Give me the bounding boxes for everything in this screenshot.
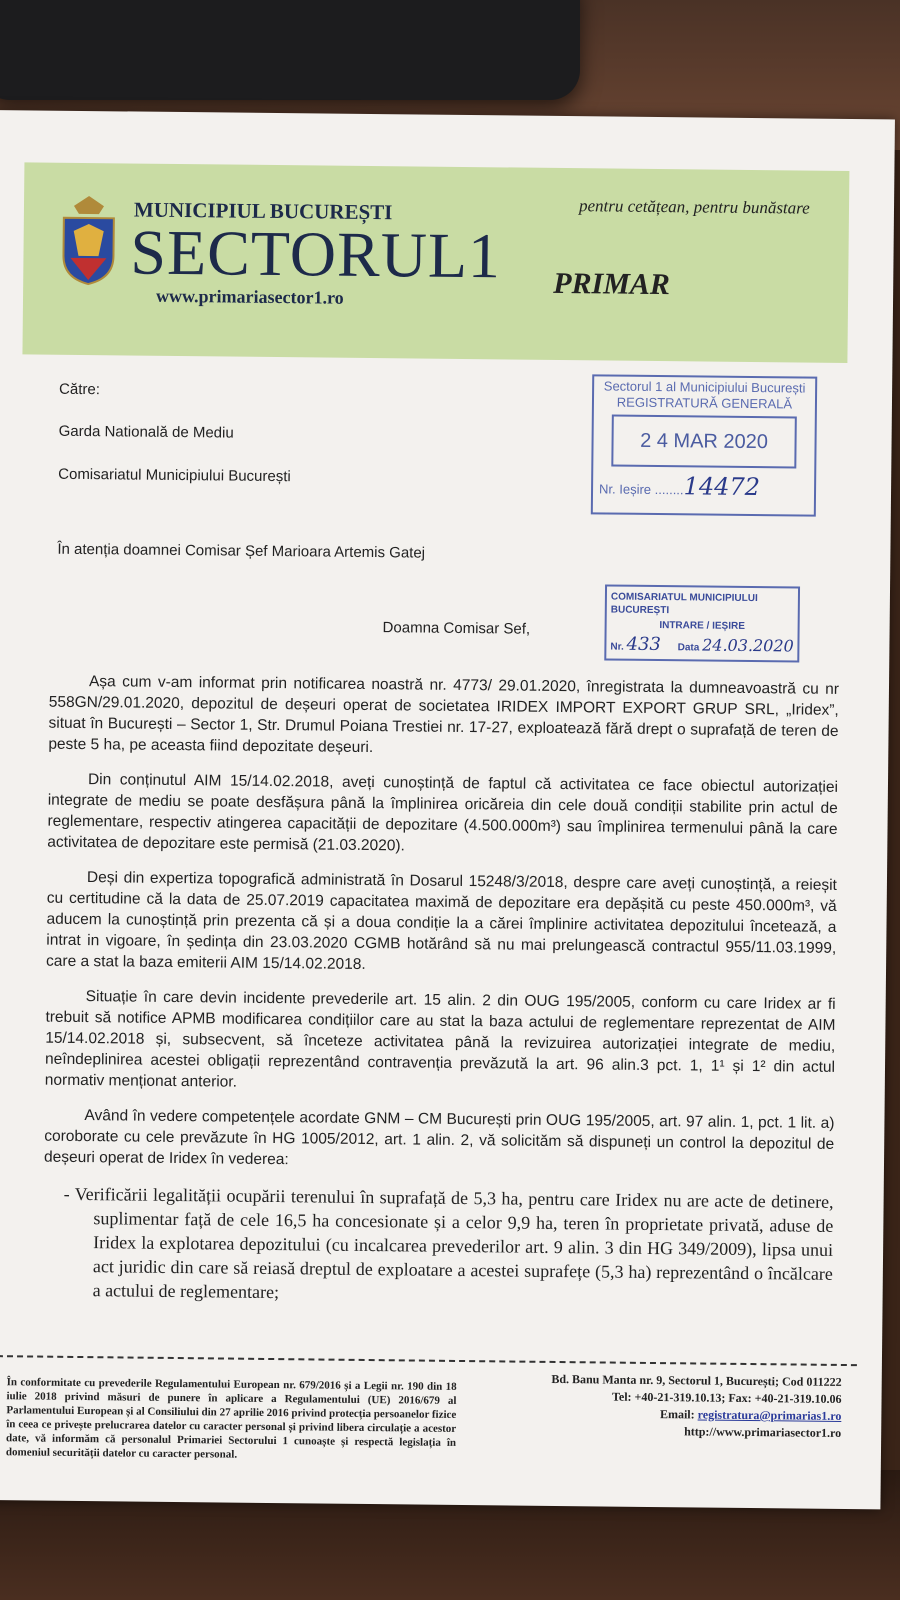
addressee-suborg: Comisariatul Municipiului București xyxy=(58,465,291,486)
municipality-name: MUNICIPIUL BUCUREȘTI xyxy=(133,197,393,225)
phone: Tel: +40-21-319.10.13; Fax: +40-21-319.10.06 xyxy=(611,1389,842,1406)
letter-body xyxy=(42,671,839,1324)
stamp-nr-label: Nr. Ieșire ........ xyxy=(598,481,684,498)
stamp-date: 24.03.2020 xyxy=(702,635,794,656)
paragraph: Din conținutul AIM 15/14.02.2018, aveți cunoștință de faptul că activitatea ce face obiectul autorizației integrate de mediu se poate desfășura până la împlinirea oricăreia din cele două condiții stabilite prin actul de reglementare, respectiv atingerea capacității de depozitare (4.500.000m³) sau împlinirea termenului până la care activitatea de depozitare este permisă (21.03.2020). xyxy=(47,771,839,855)
stamp-line: COMISARIATUL MUNICIPIULUI BUCUREȘTI xyxy=(610,591,758,617)
gnm-stamp xyxy=(604,584,800,662)
letter-page xyxy=(0,110,895,1509)
motto: pentru cetățean, pentru bunăstare xyxy=(578,196,810,218)
website-link[interactable]: http://www.primariasector1.ro xyxy=(684,1424,842,1440)
stamp-line: Sectorul 1 al Municipiului București xyxy=(603,378,806,396)
to-label: Către: xyxy=(58,380,101,399)
stamp-date: 2 4 MAR 2020 xyxy=(611,415,797,469)
attention-line: În atenția doamnei Comisar Șef Marioara Artemis Gatej xyxy=(57,540,426,562)
role-title: PRIMAR xyxy=(553,266,671,302)
stamp-line: REGISTRATURĂ GENERALĂ xyxy=(616,394,793,412)
paragraph: Deși din expertiza topografică administrată în Dosarul 15248/3/2018, despre care aveți cunoștință, a reieșit cu certitudine că la data de 25.07.2019 capacitatea maximă de depozitare era depășită cu peste 450.000m³, vă aducem la cunoștință prin prezenta că și a doua condiție la a cărei împlinire activitatea depozitului încetează, a intrat in vigoare, în ședința din 23.03.2020 CGMB hotărând să nu mai prelungească contractul 955/11.03.1999, care a stat la baza emiterii AIM 15/14.02.2018. xyxy=(46,869,838,973)
website-header: www.primariasector1.ro xyxy=(155,285,344,308)
footer-divider xyxy=(0,1355,857,1366)
address: Bd. Banu Manta nr. 9, Sectorul 1, București; Cod 011222 xyxy=(551,1371,842,1389)
list-item: - Verificării legalității ocupării terenului în suprafață de 5,3 ha, pentru care Iridex nu are acte de detinere, suplimentar față de cele 16,5 ha concesionate și a celor 9,9 ha, teren în proprietate privată, aduse de Iridex la explotarea depozitului (cu incalcarea prevederilor art. 9 alin. 3 din HG 349/2009), lipsa unui act juridic din care să reiasă dreptul de exploatare a acestei suprafețe (5,3 ha) reprezentând o încălcare a actului de reglementare; xyxy=(63,1183,834,1303)
contact-block xyxy=(476,1370,842,1442)
coat-of-arms-icon xyxy=(58,196,119,287)
stamp-line: INTRARE / IEȘIRE xyxy=(659,620,745,632)
paragraph: Situație în care devin incidente prevederile art. 15 alin. 2 din OUG 195/2005, conform cu care Iridex ar fi trebuit să notifice APMB modificarea condițiilor care au stat la baza actului de reglementare reprezentat de AIM 15/14.02.2018 și, subsecvent, să înceteze activitatea până la revizuirea autorizației integrate de mediu, neîndeplinirea acestei obligații reprezentând contravenția prevăzută la art. 96 alin.3 pct. 1, 1¹ și 1² din actul normativ menționat anterior. xyxy=(44,988,836,1091)
paragraph: Așa cum v-am informat prin notificarea noastră nr. 4773/ 29.01.2020, înregistrata la dumneavoastră cu nr 558GN/29.01.2020, depozitul de deșeuri operat de societatea IRIDEX IMPORT EXPORT GRUP SRL, „Iridex”, situat în București – Sector 1, Str. Drumul Poiana Trestiei nr. 17-27, exploatează fără drept o suprafață de teren de peste 5 ha, pe aceasta fiind depozitate deșeuri. xyxy=(48,673,840,757)
gdpr-notice: În conformitate cu prevederile Regulamentului European nr. 679/2016 și a Legii nr. 190 din 18 iulie 2018 privind măsuri de punere în aplicare a Regulamentului (UE) 2016/679 al Parlamentului European și al Consiliului din 27 aprilie 2016 privind protecția persoanelor fizice în ceea ce privește prelucrarea datelor cu caracter personal și privind libera circulație a acestor date, vă informăm că personalul Primariei Sectorului 1 cunoaște și respectă legislația în domeniul securității datelor cu caracter personal. xyxy=(5,1376,457,1461)
email-label: Email: xyxy=(659,1407,698,1422)
dark-device xyxy=(0,0,580,100)
stamp-nr: 14472 xyxy=(683,472,761,502)
addressee-org: Garda Natională de Mediu xyxy=(58,422,234,442)
registry-stamp xyxy=(591,374,817,516)
salutation: Doamna Comisar Sef, xyxy=(382,619,531,638)
sector-name: SECTORUL1 xyxy=(130,216,502,292)
paragraph: Având în vedere competențele acordate GNM – CM București prin OUG 195/2005, art. 97 alin. 1, pct. 1 lit. a) coroborate cu cele prevăzute în HG 1005/2012, art. 1 alin. 2, vă solicităm să dispuneți un control la depozitul de deșeuri operat de Iridex în vederea: xyxy=(43,1107,835,1169)
stamp-date-label: Data xyxy=(677,642,700,654)
stamp-nr: 433 xyxy=(626,633,662,656)
email-link[interactable]: registratura@primarias1.ro xyxy=(697,1407,842,1423)
stamp-nr-label: Nr. xyxy=(610,641,624,653)
